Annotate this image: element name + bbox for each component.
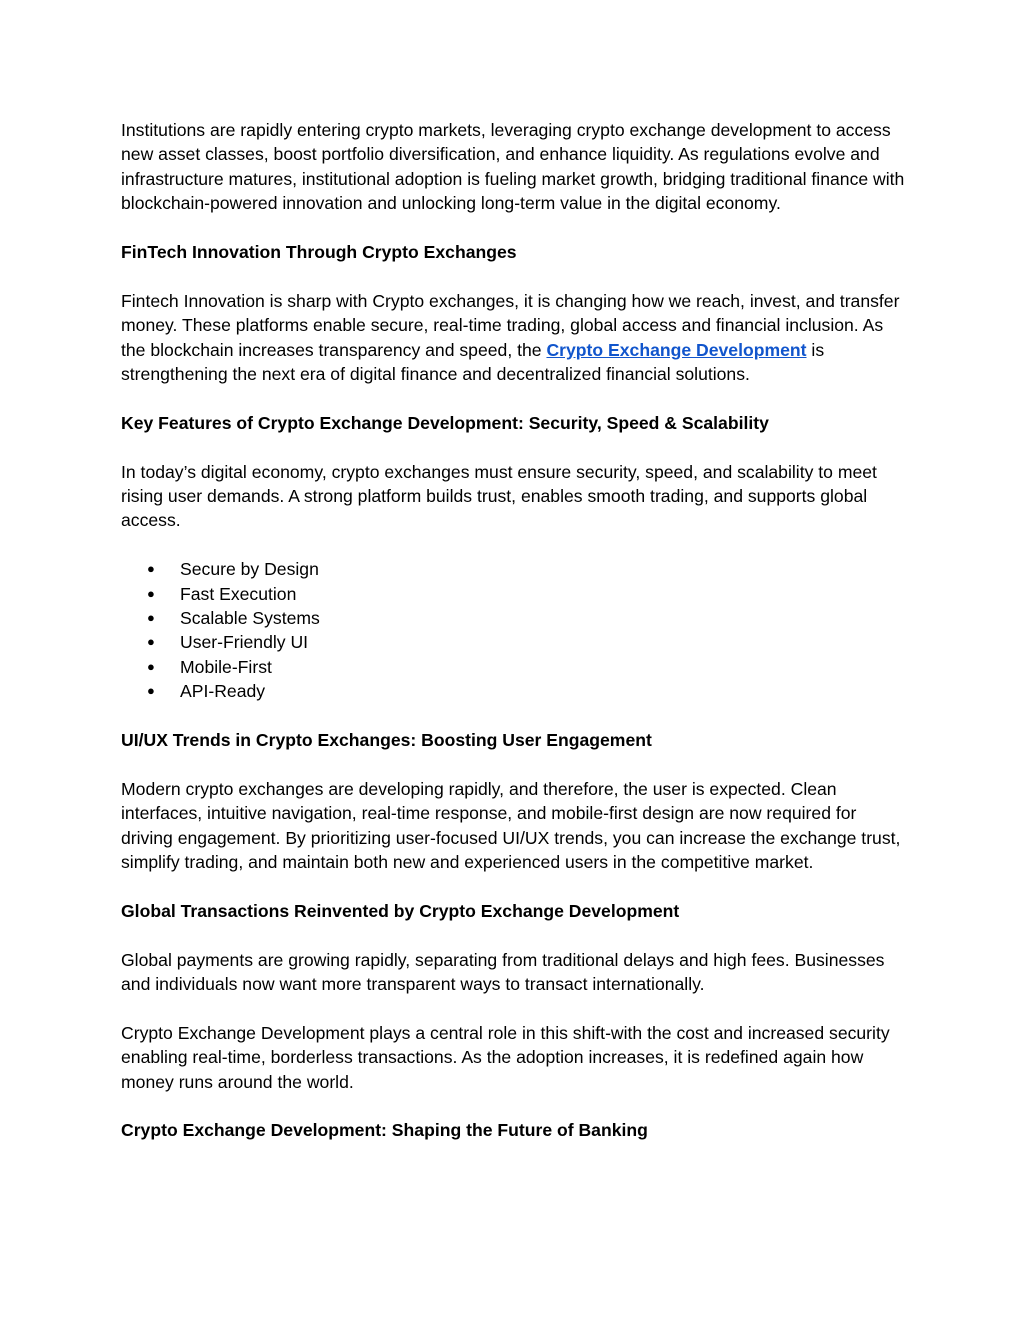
document-page	[121, 118, 911, 1167]
bullet-icon: ●	[147, 634, 155, 650]
list-item	[121, 630, 911, 654]
list-item	[121, 557, 911, 581]
heading-uiux-trends: UI/UX Trends in Crypto Exchanges: Boosting User Engagement	[121, 729, 652, 750]
list-item	[121, 655, 911, 679]
list-item	[121, 679, 911, 703]
paragraph-institutions: Institutions are rapidly entering crypto markets, leveraging crypto exchange development to access new asset classes, boost portfolio diversification, and enhance liquidity. As regulations evolve and infrastructure matures, institutional adoption is fueling market growth, bridging traditional finance with blockchain-powered innovation and unlocking long-term value in the digital economy.	[121, 120, 905, 214]
list-item-label: API-Ready	[180, 681, 266, 702]
list-item-label: Scalable Systems	[180, 608, 320, 629]
bullet-icon: ●	[147, 561, 155, 577]
crypto-exchange-development-link[interactable]: Crypto Exchange Development	[546, 339, 807, 360]
paragraph-uiux-trends: Modern crypto exchanges are developing rapidly, and therefore, the user is expected. Clean interfaces, intuitive navigation, real-time response, and mobile-first design are now required for driving engagement. By prioritizing user-focused UI/UX trends, you can increase the exchange trust, simplify trading, and maintain both new and experienced users in the competitive market.	[121, 778, 901, 872]
heading-fintech-innovation: FinTech Innovation Through Crypto Exchanges	[121, 242, 517, 263]
features-list	[121, 557, 911, 703]
bullet-icon: ●	[147, 658, 155, 674]
paragraph-fintech	[121, 289, 911, 387]
list-item-label: Mobile-First	[180, 656, 272, 677]
paragraph-global-payments: Global payments are growing rapidly, separating from traditional delays and high fees. Businesses and individuals now want more transparent ways to transact internationally.	[121, 949, 885, 994]
list-item	[121, 582, 911, 606]
paragraph-fintech-text-start: Fintech Innovation is sharp with Crypto exchanges, it is changing how we reach, invest, and transfer money. These platforms enable secure, real-time trading, global access and financial inclusion. As the blockchain increases transparency and speed, the	[121, 290, 900, 360]
paragraph-key-features: In today’s digital economy, crypto exchanges must ensure security, speed, and scalability to meet rising user demands. A strong platform builds trust, enables smooth trading, and supports global access.	[121, 461, 877, 531]
list-item-label: User-Friendly UI	[180, 632, 309, 653]
heading-key-features: Key Features of Crypto Exchange Development: Security, Speed & Scalability	[121, 412, 769, 433]
list-item-label: Secure by Design	[180, 559, 319, 580]
heading-global-transactions: Global Transactions Reinvented by Crypto Exchange Development	[121, 900, 680, 921]
paragraph-fintech-text-end: is strengthening the next era of digital finance and decentralized financial solutions.	[121, 339, 825, 385]
paragraph-central-role: Crypto Exchange Development plays a central role in this shift-with the cost and increased security enabling real-time, borderless transactions. As the adoption increases, it is redefined again how money runs around the world.	[121, 1022, 890, 1092]
bullet-icon: ●	[147, 683, 155, 699]
bullet-icon: ●	[147, 610, 155, 626]
list-item-label: Fast Execution	[180, 583, 297, 604]
bullet-icon: ●	[147, 585, 155, 601]
heading-future-of-banking: Crypto Exchange Development: Shaping the Future of Banking	[121, 1120, 648, 1141]
list-item	[121, 606, 911, 630]
